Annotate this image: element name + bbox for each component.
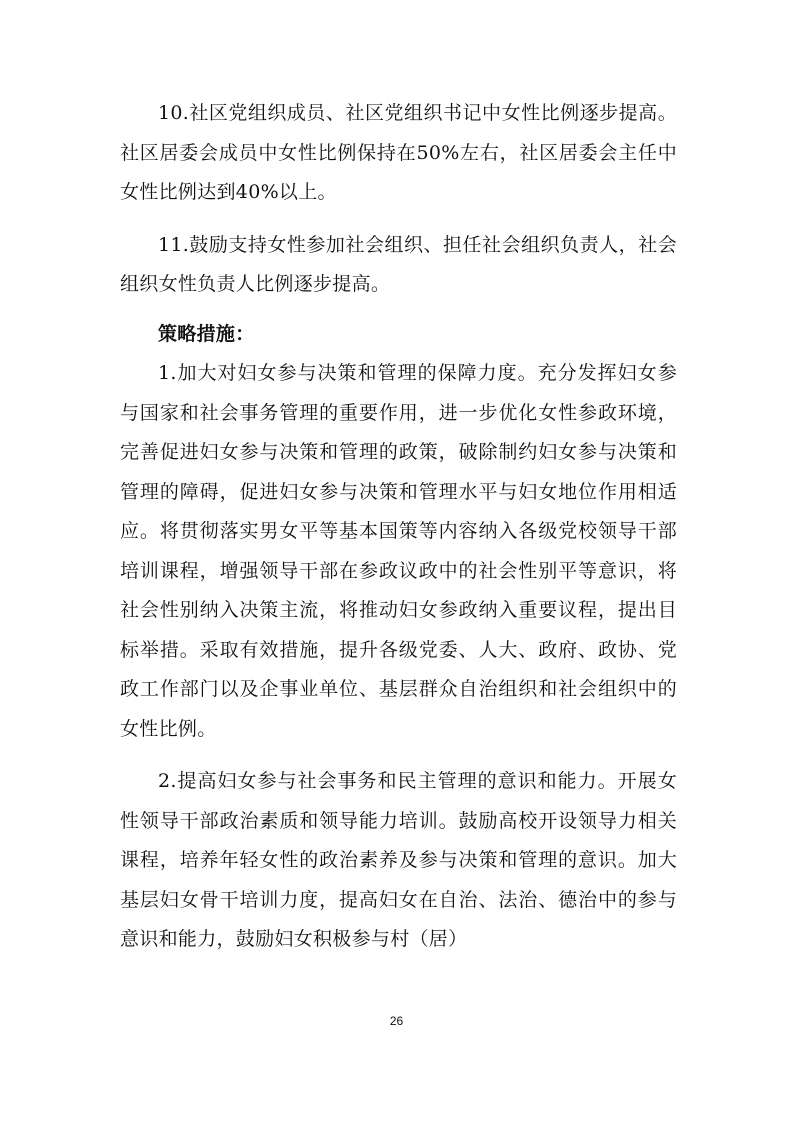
paragraph-measure-1: 1.加大对妇女参与决策和管理的保障力度。充分发挥妇女参与国家和社会事务管理的重要作用，进一步优化女性参政环境，完善促进妇女参与决策和管理的政策，破除制约妇女参与决策和管理的障碍，促进妇女参与决策和管理水平与妇女地位作用相适应。将贯彻落实男女平等基本国策等内容纳入各级党校领导干部培训课程，增强领导干部在参政议政中的社会性别平等意识，将社会性别纳入决策主流，将推动妇女参政纳入重要议程，提出目标举措。采取有效措施，提升各级党委、人大、政府、政协、党政工作部门以及企事业单位、基层群众自治组织和社会组织中的女性比例。 <box>120 362 677 740</box>
section-heading: 策略措施： <box>158 322 255 345</box>
paragraph-target-11: 11.鼓励支持女性参加社会组织、担任社会组织负责人，社会组织女性负责人比例逐步提高。 <box>120 233 677 295</box>
document-body <box>120 94 677 960</box>
page-number: 26 <box>389 1014 404 1028</box>
paragraph-target-10: 10.社区党组织成员、社区党组织书记中女性比例逐步提高。社区居委会成员中女性比例保持在50%左右，社区居委会主任中女性比例达到40%以上。 <box>120 102 677 203</box>
paragraph-measure-2: 2.提高妇女参与社会事务和民主管理的意识和能力。开展女性领导干部政治素质和领导能力培训。鼓励高校开设领导力相关课程，培养年轻女性的政治素养及参与决策和管理的意识。加大基层妇女骨干培训力度，提高妇女在自治、法治、德治中的参与意识和能力，鼓励妇女积极参与村（居） <box>120 770 677 950</box>
